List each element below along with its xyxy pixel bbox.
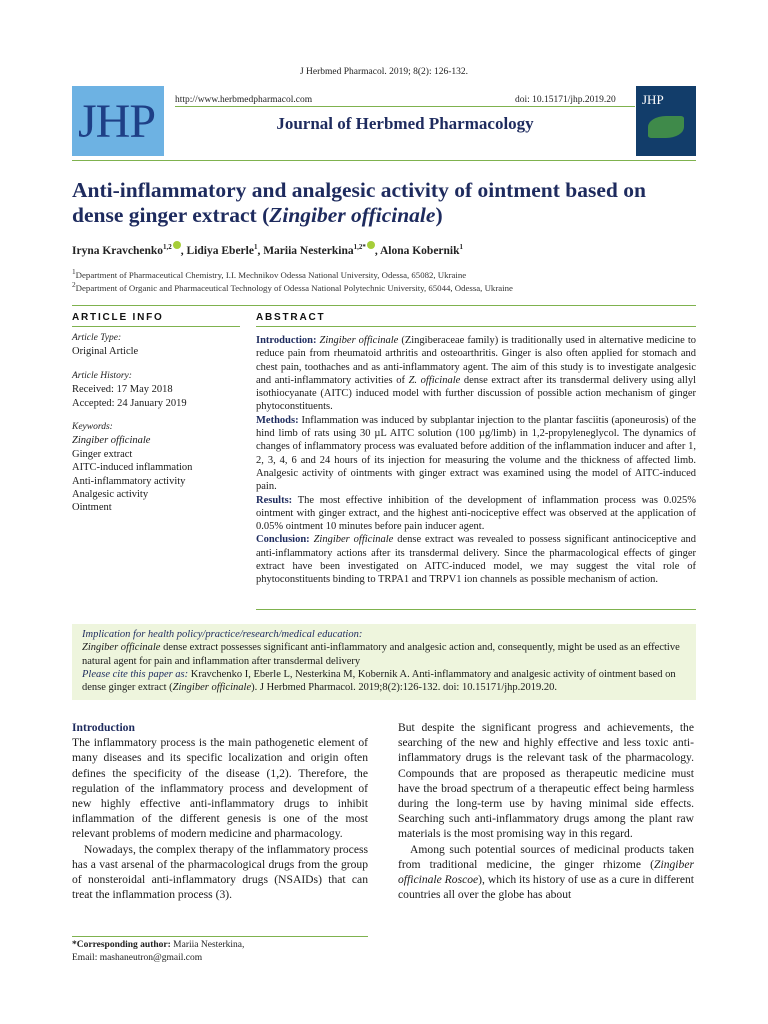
keyword: AITC-induced inflammation	[72, 462, 193, 474]
author-list: Iryna Kravchenko$^{1,2}$ , Lidiya Eberle$^1$, Mariia Nesterkina$^{1,2*}$ , Alona Kobernik$^1$	[72, 243, 464, 257]
corresponding-author-note: *Corresponding author: Mariia Nesterkina, Email: mashaneutron@gmail.com	[72, 940, 245, 963]
keyword: Ointment	[72, 502, 112, 514]
section-rule	[72, 305, 696, 306]
body-left-column	[72, 720, 368, 902]
journal-name: Journal of Herbmed Pharmacology	[276, 114, 534, 133]
keyword: Anti-inflammatory activity	[72, 475, 186, 487]
keyword: Analgesic activity	[72, 489, 149, 501]
article-info-panel	[72, 332, 240, 526]
orcid-icon[interactable]	[173, 241, 181, 249]
abstract-methods-label: Methods:	[256, 414, 299, 426]
abstract-intro-label: Introduction:	[256, 335, 317, 346]
journal-url[interactable]: http://www.herbmedpharmacol.com	[175, 95, 313, 105]
received-date: Received: 17 May 2018	[72, 384, 173, 396]
orcid-icon[interactable]	[367, 241, 375, 249]
author-name: Iryna Kravchenko	[72, 244, 164, 257]
keyword: Ginger extract	[72, 448, 133, 460]
article-type-value: Original Article	[72, 346, 139, 358]
running-citation: J Herbmed Pharmacol. 2019; 8(2): 126-132.	[299, 67, 469, 77]
body-paragraph: But despite the significant progress and achievements, the searching of the new and highly effective and less toxic anti-inflammatory drugs is the relevant task of the pharmacology. Compounds that are proposed as therapeutic medicine must have the broad spectrum of a therapeutic effect being harmless during the long-term use by having minimal side effects. Searching such anti-inflammatory drugs among the plant raw materials is the most promising way in this regard.	[398, 721, 694, 841]
introduction-heading: Introduction	[72, 721, 135, 734]
author-email[interactable]: Email: mashaneutron@gmail.com	[72, 952, 203, 963]
body-right-column	[398, 720, 694, 902]
header-divider	[175, 106, 635, 107]
author-name: Alona Kobernik	[379, 244, 460, 257]
body-paragraph: Among such potential sources of medicinal products taken from traditional medicine, the ginger rhizome (Zingiber officinale Roscoe), which its history of use as a cure in different countries all over the globe has about	[398, 842, 694, 902]
keyword: Zingiber officinale	[72, 435, 151, 447]
affiliation-1: $^1$Department of Pharmaceutical Chemistry, I.I. Mechnikov Odessa National University, Odessa, 65082, Ukraine	[72, 267, 467, 280]
article-info-heading: ARTICLE INFO	[72, 312, 164, 323]
abstract-conclusion-label: Conclusion:	[256, 534, 310, 546]
footnote-rule	[72, 936, 368, 937]
journal-cover-image: JHP	[636, 86, 696, 156]
article-title: Anti-inflammatory and analgesic activity of ointment based on dense ginger extract (Zingiber officinale)	[72, 178, 646, 227]
citation-text: Please cite this paper as: Kravchenko I, Eberle L, Nesterkina M, Kobernik A. Anti-inflammatory and analgesic activity of ointment based on dense ginger extract (Zingiber officinale). J Herbmed Pharmacol. 2019;8(2):126-132. doi: 10.15171/jhp.2019.20.	[82, 668, 676, 694]
abstract-body: Introduction: Zingiber officinale (Zingiberaceae family) is traditionally used in alternative medicine to reduce pain from rheumatoid arthritis and osteoarthritis. Ginger is also often applied for stomach and chest pain, toothaches and as anti-inflammatory agent. The aim of this study is to investigate analgesic and anti-inflammatory activities of Z. officinale dense extract after its transdermal delivery using allyl isothiocyanate (AITC) induced model with further discussion of possible action mechanism of ginger phytoconstituents. Methods: Inflammation was induced by subplantar injection to the plantar fasciitis (aponeurosis) of the hind limb of rats using 30 µL AITC solution (100 µg/limb) in 1,2-propyleneglycol. The dynamics of changes of inflammatory process was evaluated before addition of the inflammation inducer and after 1, 2, 3, 4, 6 and 24 hours of its injection for measuring the volume and the thickness of affected limb. Analgesic activity of ointments with ginger extract was examined using the model of AITC-induced pain. Results: The most effective inhibition of the development of inflammation process was 0.025% ointment with ginger extract, and the highest anti-nociceptive effect was observed at the application of 0.05% ointment 10 minutes before pain inducer agent. Conclusion: Zingiber officinale dense extract was revealed to possess significant antinociceptive and anti-inflammatory actions after its transdermal delivery. Since the pharmacological effects of ginger extract have been investigated on AITC-induced model, we may suggest the vital role of phytoconstituents binding to TRPA1 and TRPV1 ion channels as possible mechanism of action.	[256, 335, 697, 586]
body-paragraph: Nowadays, the complex therapy of the inflammatory process has a vast arsenal of the pharmacological drugs from the group of nonsteroidal anti-inflammatory drugs (NSAIDs) that can treat the inflammation process (3).	[72, 842, 368, 902]
accepted-date: Accepted: 24 January 2019	[72, 397, 187, 409]
abstract-heading: ABSTRACT	[256, 312, 326, 323]
implication-heading: Implication for health policy/practice/research/medical education:	[82, 629, 363, 640]
jhp-logo: JHP	[72, 86, 164, 156]
implication-box	[72, 624, 696, 700]
article-history-label: Article History:	[72, 370, 132, 381]
author-name: Mariia Nesterkina	[263, 244, 354, 257]
doi-header[interactable]: doi: 10.15171/jhp.2019.20	[515, 95, 616, 105]
implication-text: Zingiber officinale dense extract possesses significant anti-inflammatory and analgesic action and, consequently, might be used as an effective natural agent for pain and inflammation after transdermal delivery	[82, 642, 680, 667]
abstract-results-label: Results:	[256, 494, 293, 506]
body-paragraph: The inflammatory process is the main pathogenetic element of many diseases and its specific localization and origin often defines the specificity of the disease (1,2). Therefore, the regulation of the inflammatory process and development of new highly effective anti-inflammatory drugs to inhibit inflammation of the different genesis is one of the most relevant problems of modern medicine and pharmacology.	[72, 736, 368, 841]
header-bottom-rule	[72, 160, 696, 161]
author-name: Lidiya Eberle	[186, 244, 254, 257]
article-info-rule	[72, 326, 240, 327]
abstract-bottom-rule	[256, 609, 696, 610]
keywords-label: Keywords:	[72, 422, 113, 433]
abstract-rule	[256, 326, 696, 327]
article-type-label: Article Type:	[72, 333, 122, 343]
affiliation-2: $^2$Department of Organic and Pharmaceutical Technology of Odessa National Polytechnic University, 65044, Odessa, Ukraine	[72, 280, 513, 293]
